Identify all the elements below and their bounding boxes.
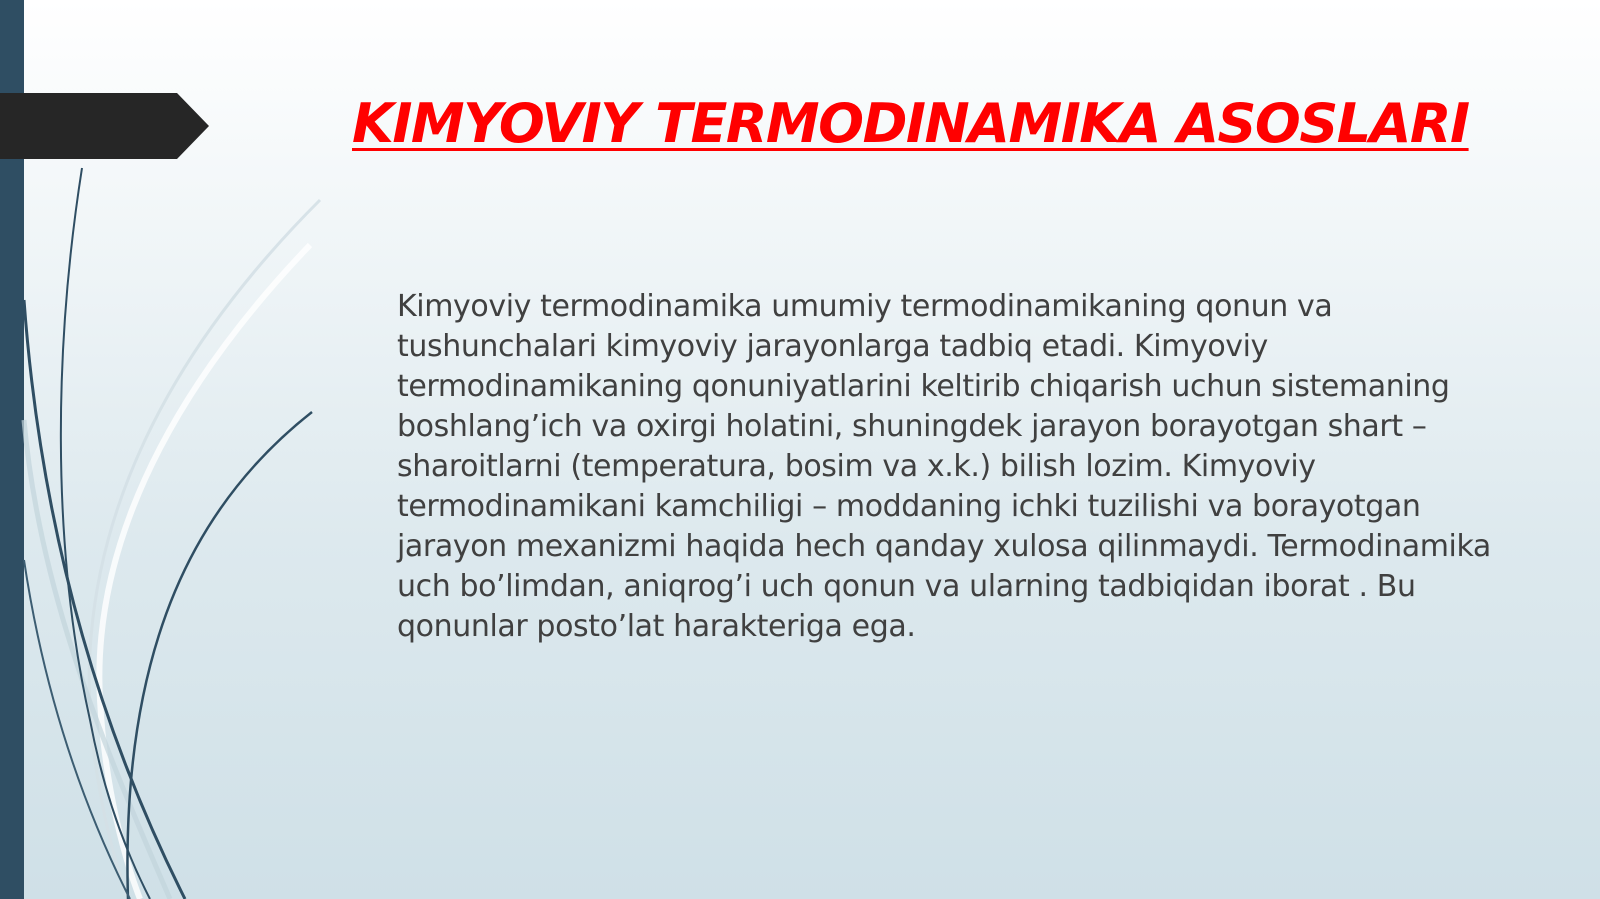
dark-swoosh-3 — [127, 412, 312, 899]
slide-title: KIMYOVIY TERMODINAMIKA ASOSLARI — [352, 92, 1469, 155]
title-arrow-tab — [0, 93, 209, 159]
bullet-marker — [350, 287, 366, 311]
body-paragraph: Kimyoviy termodinamika umumiy termodinamikaning qonun va tushunchalari kimyoviy jarayonlarga tadbiq etadi. Kimyoviy termodinamikaning qonuniyatlarini keltirib chiqarish uchun sistemaning boshlang’ich va oxirgi holatini, shuningdek jarayon borayotgan shart – sharoitlarni (temperatura, bosim va x.k.) bilish lozim. Kimyoviy termodinamikani kamchiligi – moddaning ichki tuzilishi va borayotgan jarayon mexanizmi haqida hech qanday xulosa qilinmaydi. Termodinamika uch bo’limdan, aniqrog’i uch qonun va ularning tadbiqidan iborat . Bu qonunlar posto’lat harakteriga ega. — [397, 289, 1491, 644]
